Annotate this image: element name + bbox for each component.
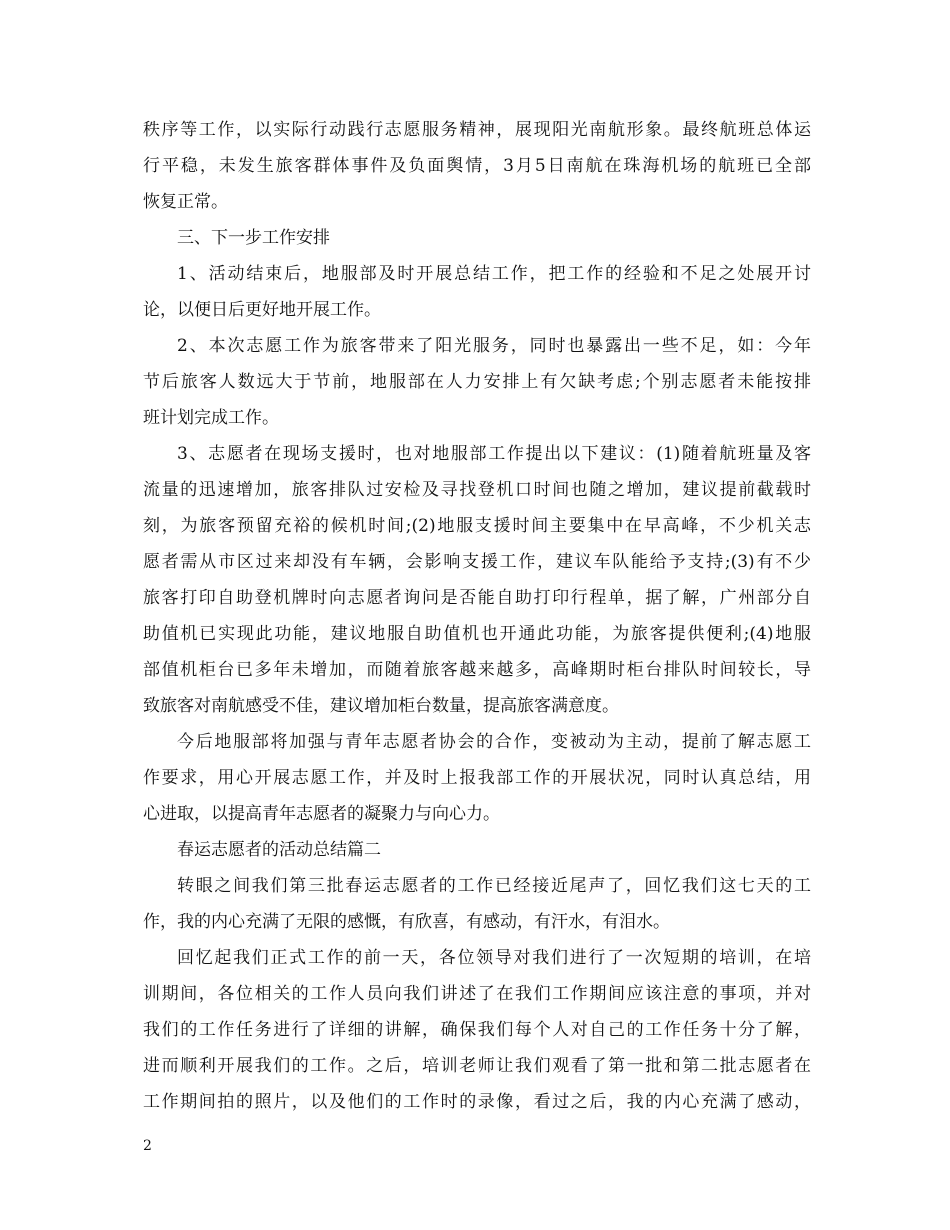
text-line: 助值机已实现此功能，建议地服自助值机也开通此功能，为旅客提供便利;(4)地服 xyxy=(143,624,811,644)
text-line: 愿者需从市区过来却没有车辆，会影响支援工作，建议车队能给予支持;(3)有不少 xyxy=(143,552,811,572)
text-line: 今后地服部将加强与青年志愿者协会的合作，变被动为主动，提前了解志愿工 xyxy=(177,732,811,752)
text-line: 转眼之间我们第三批春运志愿者的工作已经接近尾声了，回忆我们这七天的工 xyxy=(177,876,811,896)
text-line: 流量的迅速增加，旅客排队过安检及寻找登机口时间也随之增加，建议提前截载时 xyxy=(143,480,811,500)
text-line: 行平稳，未发生旅客群体事件及负面舆情，3月5日南航在珠海机场的航班已全部 xyxy=(143,156,811,176)
text-line: 3、志愿者在现场支援时，也对地服部工作提出以下建议：(1)随着航班量及客 xyxy=(177,444,811,464)
text-line: 作要求，用心开展志愿工作，并及时上报我部工作的开展状况，同时认真总结，用 xyxy=(143,768,811,788)
text-line: 心进取，以提高青年志愿者的凝聚力与向心力。 xyxy=(143,804,500,824)
text-line: 进而顺利开展我们的工作。之后，培训老师让我们观看了第一批和第二批志愿者在 xyxy=(143,1056,811,1076)
text-line: 秩序等工作，以实际行动践行志愿服务精神，展现阳光南航形象。最终航班总体运 xyxy=(143,120,811,140)
text-line: 论，以便日后更好地开展工作。 xyxy=(143,300,381,320)
text-line: 部值机柜台已多年未增加，而随着旅客越来越多，高峰期时柜台排队时间较长，导 xyxy=(143,660,811,680)
text-line: 工作期间拍的照片，以及他们的工作时的录像，看过之后，我的内心充满了感动， xyxy=(143,1092,811,1112)
document-body xyxy=(143,112,811,1120)
text-line: 刻，为旅客预留充裕的候机时间;(2)地服支援时间主要集中在早高峰，不少机关志 xyxy=(143,516,811,536)
text-line: 2、本次志愿工作为旅客带来了阳光服务，同时也暴露出一些不足，如：今年 xyxy=(177,336,811,356)
text-line: 作，我的内心充满了无限的感慨，有欣喜，有感动，有汗水，有泪水。 xyxy=(143,912,670,932)
text-line: 三、下一步工作安排 xyxy=(177,228,330,248)
text-line: 训期间，各位相关的工作人员向我们讲述了在我们工作期间应该注意的事项，并对 xyxy=(143,984,811,1004)
text-line: 班计划完成工作。 xyxy=(143,408,279,428)
text-line: 旅客打印自助登机牌时向志愿者询问是否能自助打印行程单，据了解，广州部分自 xyxy=(143,588,811,608)
page-number: 2 xyxy=(143,1138,152,1154)
text-line: 致旅客对南航感受不佳，建议增加柜台数量，提高旅客满意度。 xyxy=(143,696,619,716)
text-line: 恢复正常。 xyxy=(143,192,228,212)
text-line: 春运志愿者的活动总结篇二 xyxy=(177,840,381,860)
text-line: 节后旅客人数远大于节前，地服部在人力安排上有欠缺考虑;个别志愿者未能按排 xyxy=(143,372,811,392)
text-line: 我们的工作任务进行了详细的讲解，确保我们每个人对自己的工作任务十分了解， xyxy=(143,1020,811,1040)
text-line: 回忆起我们正式工作的前一天，各位领导对我们进行了一次短期的培训，在培 xyxy=(177,948,811,968)
text-line: 1、活动结束后，地服部及时开展总结工作，把工作的经验和不足之处展开讨 xyxy=(177,264,811,284)
